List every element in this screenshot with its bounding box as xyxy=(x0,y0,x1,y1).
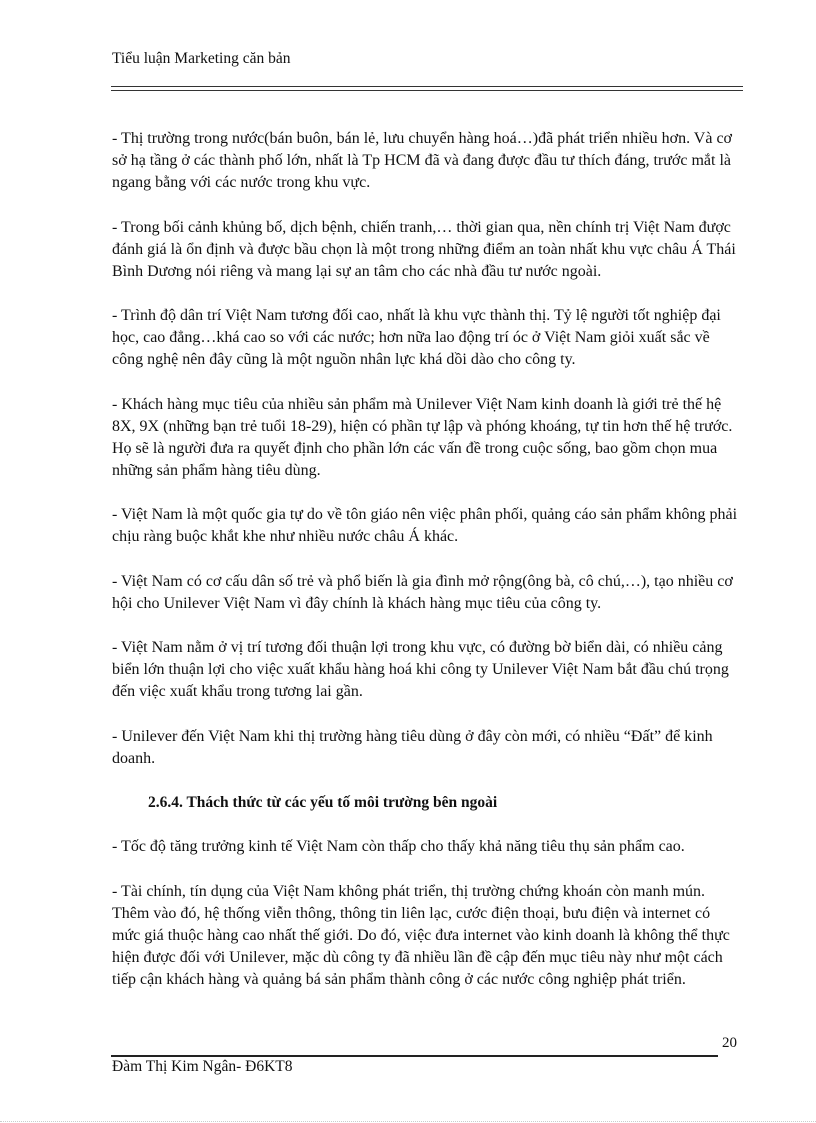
page-edge xyxy=(0,1121,816,1122)
paragraph: - Việt Nam nằm ở vị trí tương đối thuận lợi trong khu vực, có đường bờ biển dài, có nhiều cảng biển lớn thuận lợi cho việc xuất khẩu hàng hoá khi công ty Unilever Việt Nam bắt đầu chú trọng đến việc xuất khẩu trong tương lai gần. xyxy=(112,639,729,700)
document-body xyxy=(112,128,742,1013)
header-title: Tiểu luận Marketing căn bản xyxy=(112,50,291,67)
footer-rule xyxy=(111,1055,718,1057)
header-rule-bottom xyxy=(111,90,743,91)
paragraph: - Khách hàng mục tiêu của nhiều sản phẩm mà Unilever Việt Nam kinh doanh là giới trẻ thế hệ 8X, 9X (những bạn trẻ tuổi 18-29), hiện có phần tự lập và phóng khoáng, tự tin hơn thế hệ trước. Họ sẽ là người đưa ra quyết định cho phần lớn các vấn đề trong cuộc sống, bao gồm chọn mua những sản phẩm hàng tiêu dùng. xyxy=(112,395,733,479)
paragraph: - Unilever đến Việt Nam khi thị trường hàng tiêu dùng ở đây còn mới, có nhiều “Đất” để kinh doanh. xyxy=(112,727,713,767)
footer-author: Đàm Thị Kim Ngân- Đ6KT8 xyxy=(112,1058,293,1075)
section-heading: 2.6.4. Thách thức từ các yếu tố môi trường bên ngoài xyxy=(148,794,498,811)
paragraph: - Trong bối cảnh khủng bố, dịch bệnh, chiến tranh,… thời gian qua, nền chính trị Việt Nam được đánh giá là ổn định và được bầu chọn là một trong những điểm an toàn nhất khu vực châu Á Thái Bình Dương nói riêng và mang lại sự an tâm cho các nhà đầu tư nước ngoài. xyxy=(112,218,736,280)
paragraph: - Việt Nam là một quốc gia tự do về tôn giáo nên việc phân phối, quảng cáo sản phẩm không phải chịu ràng buộc khắt khe như nhiều nước châu Á khác. xyxy=(112,506,738,545)
paragraph: - Tốc độ tăng trưởng kinh tế Việt Nam còn thấp cho thấy khả năng tiêu thụ sản phẩm cao. xyxy=(112,838,685,855)
paragraph: - Thị trường trong nước(bán buôn, bán lẻ, lưu chuyển hàng hoá…)đã phát triển nhiều hơn. Và cơ sở hạ tầng ở các thành phố lớn, nhất là Tp HCM đã và đang được đầu tư thích đáng, trước mắt là ngang bằng với các nước trong khu vực. xyxy=(112,130,733,191)
header-rule-top xyxy=(111,86,743,87)
page-number: 20 xyxy=(722,1035,737,1051)
paragraph: - Tài chính, tín dụng của Việt Nam không phát triển, thị trường chứng khoán còn manh mún. Thêm vào đó, hệ thống viễn thông, thông tin liên lạc, cước điện thoại, bưu điện và internet có mức giá thuộc hàng cao nhất thế giới. Do đó, việc đưa internet vào kinh doanh là không thể thực hiện được đối với Unilever, mặc dù công ty đã nhiều lần đề cập đến mục tiêu này như một cách tiếp cận khách hàng và quảng bá sản phẩm thành công ở các nước công nghiệp phát triển. xyxy=(112,882,730,988)
paragraph: - Việt Nam có cơ cấu dân số trẻ và phổ biến là gia đình mở rộng(ông bà, cô chú,…), tạo nhiều cơ hội cho Unilever Việt Nam vì đây chính là khách hàng mục tiêu của công ty. xyxy=(112,572,733,612)
paragraph: - Trình độ dân trí Việt Nam tương đối cao, nhất là khu vực thành thị. Tỷ lệ người tốt nghiệp đại học, cao đẳng…khá cao so với các nước; hơn nữa lao động trí óc ở Việt Nam giỏi xuất sắc về công nghệ nên đây cũng là một nguồn nhân lực khá dồi dào cho công ty. xyxy=(112,307,721,368)
